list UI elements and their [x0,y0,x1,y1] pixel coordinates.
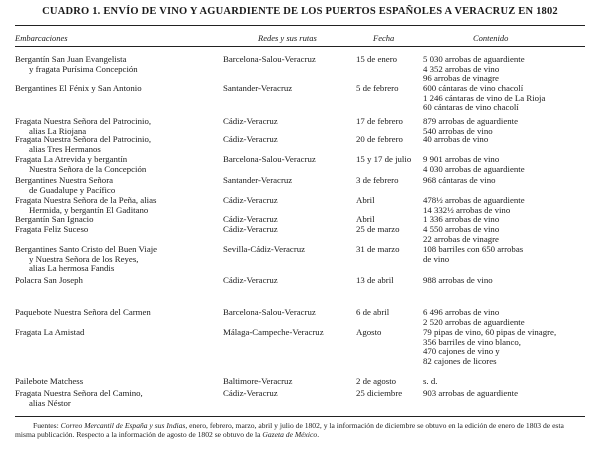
content-cell-line: 1 246 cántaras de vino de La Rioja [423,92,546,103]
vessel-cell-line: y fragata Purísima Concepción [29,63,138,74]
content-cell [423,55,588,84]
content-cell-line: 540 arrobas de vino [423,125,493,136]
date-cell: 25 de marzo [356,224,400,234]
vessel-cell-line: alias Néstor [29,397,71,408]
content-cell [423,308,588,327]
sources-middle: , enero, febrero, marzo, abril y julio de 1802, y la información de diciembre se obtuvo en la edición de enero de 1803 de esta misma publicación. Respecto a la información de agosto de 1802 se obtuvo de la [15,421,564,440]
content-cell-line: 4 550 arrobas de vino [423,224,500,234]
date-cell: 25 diciembre [356,388,403,398]
vessel-cell-line: Bergantines Santo Cristo del Buen Viaje [15,244,158,254]
vessel-cell [15,245,220,274]
date-cell: Agosto [356,327,382,337]
date-cell: Abril [356,195,375,205]
date-cell: 6 de abril [356,307,390,317]
header-content: Contenido [473,33,509,43]
date-cell: 2 de agosto [356,376,397,386]
content-cell-line: 2 520 arrobas de aguardiente [423,316,525,327]
vessel-cell-line: Fragata La Amistad [15,327,85,337]
route-cell: Cádiz-Veracruz [223,116,278,126]
route-cell: Santander-Veracruz [223,83,293,93]
vessel-cell-line: Bergantines Nuestra Señora [15,175,114,185]
content-cell-line: 79 pipas de vino, 60 pipas de vinagre, [423,327,557,337]
vessel-cell-line: Paquebote Nuestra Señora del Carmen [15,307,151,317]
route-cell: Cádiz-Veracruz [223,224,278,234]
vessel-cell [15,55,220,74]
content-cell [423,245,588,264]
vessel-cell-line: alias La hermosa Fandis [29,263,115,274]
vessel-cell-line: alias Tres Hermanos [29,143,101,154]
top-rule [15,25,585,26]
vessel-cell-line: Fragata Nuestra Señora del Camino, [15,388,143,398]
vessel-cell [15,196,220,215]
sources-publication: Correo Mercantil de España y sus Indias [60,421,186,430]
route-cell: Santander-Veracruz [223,175,293,185]
vessel-cell [15,176,220,195]
route-cell: Barcelona-Salou-Veracruz [223,154,316,164]
route-cell: Sevilla-Cádiz-Veracruz [223,244,306,254]
content-cell [423,176,588,186]
header-route: Redes y sus rutas [258,33,317,43]
vessel-cell [15,135,220,154]
route-cell: Baltimore-Veracruz [223,376,293,386]
route-cell: Cádiz-Veracruz [223,214,278,224]
content-cell-line: 4 352 arrobas de vino [423,63,500,74]
content-cell [423,84,588,113]
route-cell: Barcelona-Salou-Veracruz [223,307,316,317]
sources-suffix: . [317,430,320,440]
content-cell-line: 14 332½ arrobas de vino [423,204,511,215]
content-cell-line: 60 cántaras de vino chacolí [423,102,519,113]
date-cell: 15 y 17 de julio [356,154,412,164]
date-cell: 5 de febrero [356,83,399,93]
content-cell [423,155,588,174]
vessel-cell [15,155,220,174]
sources-prefix: Fuentes: [33,421,61,430]
vessel-cell [15,225,220,235]
route-cell: Málaga-Campeche-Veracruz [223,327,324,337]
date-cell: 20 de febrero [356,134,403,144]
vessel-cell-line: Pailebote Matchess [15,376,84,386]
content-cell-line: 40 arrobas de vino [423,134,489,144]
content-cell-line: 22 arrobas de vinagre [423,233,499,244]
content-cell-line: 478½ arrobas de aguardiente [423,195,525,205]
sources-gazette: Gazeta de México [262,430,318,440]
content-cell-line: 988 arrobas de vino [423,275,493,285]
sources-note [15,421,585,440]
route-cell: Barcelona-Salou-Veracruz [223,54,316,64]
vessel-cell [15,328,220,338]
route-cell: Cádiz-Veracruz [223,388,278,398]
vessel-cell [15,276,220,286]
content-cell [423,135,588,145]
route-cell: Cádiz-Veracruz [223,275,278,285]
content-cell-line: 356 barriles de vino blanco, [423,336,521,347]
date-cell: 17 de febrero [356,116,403,126]
content-cell-line: de vino [423,253,450,264]
content-cell-line: 903 arrobas de aguardiente [423,388,519,398]
content-cell [423,225,588,244]
vessel-cell-line: Bergantines El Fénix y San Antonio [15,83,142,93]
content-cell [423,389,588,399]
content-cell-line: 82 cajones de licores [423,355,497,366]
content-cell-line: 470 cajones de vino y [423,346,500,357]
content-cell [423,276,588,286]
date-cell: 3 de febrero [356,175,399,185]
vessel-cell-line: Hermida, y bergantín El Gaditano [29,204,149,215]
vessel-cell-line: Fragata Nuestra Señora del Patrocinio, [15,116,152,126]
date-cell: Abril [356,214,375,224]
vessel-cell-line: Fragata Nuestra Señora de la Peña, alias [15,195,157,205]
vessel-cell [15,84,220,94]
content-cell-line: 9 901 arrobas de vino [423,154,500,164]
vessel-cell-line: y Nuestra Señora de los Reyes, [29,253,139,264]
header-vessel: Embarcaciones [15,33,68,43]
route-cell: Cádiz-Veracruz [223,195,278,205]
header-rule [15,46,585,47]
date-cell: 31 de marzo [356,244,400,254]
content-cell-line: 5 030 arrobas de aguardiente [423,54,525,64]
header-date: Fecha [373,33,395,43]
content-cell [423,196,588,215]
vessel-cell-line: Nuestra Señora de la Concepción [29,163,147,174]
content-cell-line: 96 arrobas de vinagre [423,73,499,84]
date-cell: 15 de enero [356,54,398,64]
vessel-cell-line: Polacra San Joseph [15,275,83,285]
route-cell: Cádiz-Veracruz [223,134,278,144]
content-cell-line: 879 arrobas de aguardiente [423,116,519,126]
vessel-cell [15,389,220,408]
vessel-cell-line: Bergantín San Ignacio [15,214,94,224]
content-cell [423,377,588,387]
content-cell-line: 600 cántaras de vino chacolí [423,83,524,93]
vessel-cell-line: de Guadalupe y Pacífico [29,184,116,195]
content-cell [423,328,588,366]
content-cell-line: 4 030 arrobas de aguardiente [423,163,525,174]
date-cell: 13 de abril [356,275,394,285]
content-cell-line: 1 336 arrobas de vino [423,214,500,224]
vessel-cell-line: Fragata Nuestra Señora del Patrocinio, [15,134,152,144]
content-cell-line: s. d. [423,376,438,386]
content-cell-line: 968 cántaras de vino [423,175,496,185]
vessel-cell [15,308,220,318]
bottom-rule [15,416,585,417]
content-cell-line: 6 496 arrobas de vino [423,307,500,317]
vessel-cell-line: Fragata Feliz Suceso [15,224,89,234]
vessel-cell [15,377,220,387]
vessel-cell-line: Bergantín San Juan Evangelista [15,54,127,64]
vessel-cell-line: Fragata La Atrevida y bergantín [15,154,128,164]
vessel-cell-line: alias La Riojana [29,125,87,136]
table-title: CUADRO 1. ENVÍO DE VINO Y AGUARDIENTE DE LOS PUERTOS ESPAÑOLES A VERACRUZ EN 1802 [42,6,558,17]
content-cell-line: 108 barriles con 650 arrobas [423,244,524,254]
